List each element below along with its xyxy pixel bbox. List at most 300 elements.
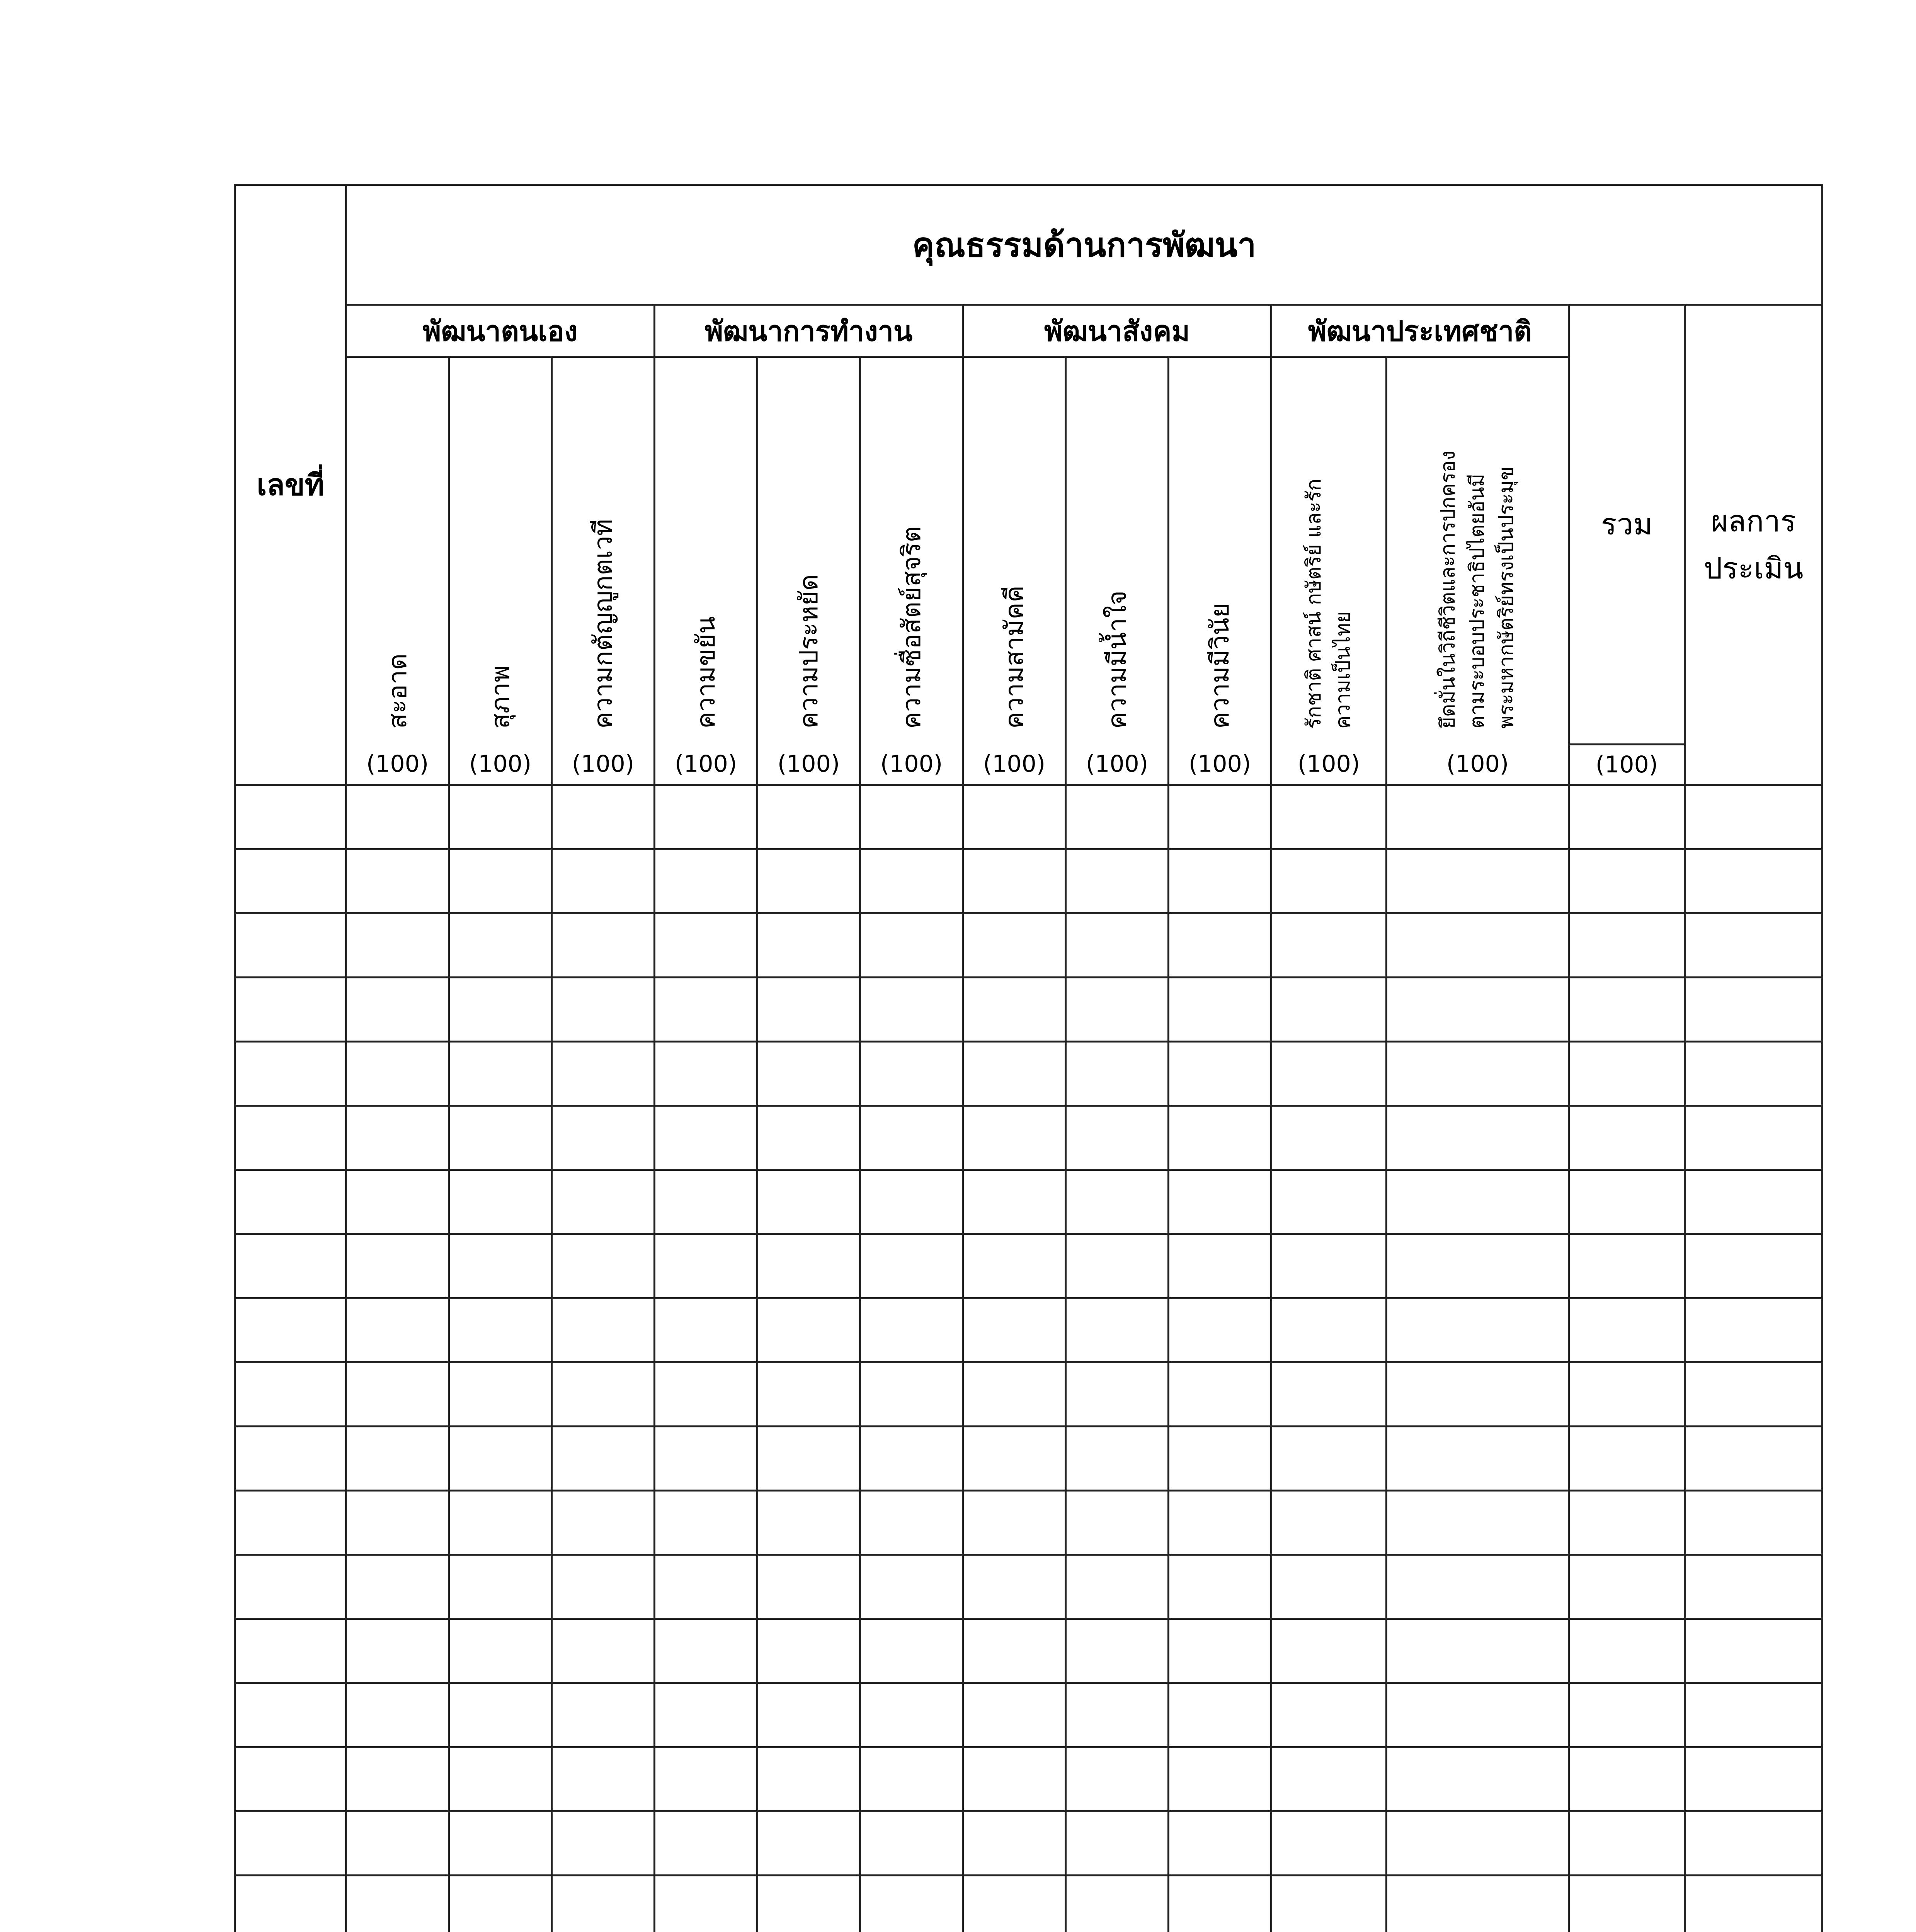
table-cell[interactable]	[1066, 1683, 1169, 1747]
table-cell[interactable]	[1169, 1426, 1271, 1490]
table-cell[interactable]	[655, 1554, 757, 1619]
table-cell[interactable]	[346, 1170, 449, 1234]
table-cell[interactable]	[1271, 1811, 1387, 1875]
table-cell[interactable]	[757, 1170, 860, 1234]
table-cell[interactable]	[1569, 1811, 1685, 1875]
table-cell[interactable]	[1271, 1619, 1387, 1683]
table-cell[interactable]	[1066, 1490, 1169, 1554]
table-cell[interactable]	[860, 1554, 963, 1619]
table-cell[interactable]	[963, 1811, 1066, 1875]
table-cell[interactable]	[346, 1234, 449, 1298]
table-cell[interactable]	[655, 1490, 757, 1554]
table-cell[interactable]	[963, 1619, 1066, 1683]
table-cell[interactable]	[1066, 1170, 1169, 1234]
table-cell[interactable]	[1685, 1170, 1822, 1234]
table-cell[interactable]	[860, 1619, 963, 1683]
max-score: (100)	[1066, 744, 1169, 785]
table-cell[interactable]	[1569, 1490, 1685, 1554]
table-cell[interactable]	[757, 849, 860, 913]
table-cell[interactable]	[655, 849, 757, 913]
table-cell[interactable]	[963, 1683, 1066, 1747]
table-cell[interactable]	[757, 913, 860, 977]
table-cell[interactable]	[449, 1041, 552, 1105]
table-cell[interactable]	[235, 1234, 346, 1298]
table-row	[235, 1170, 1822, 1234]
table-cell[interactable]	[1169, 1747, 1271, 1811]
table-cell[interactable]	[757, 1298, 860, 1362]
table-cell[interactable]	[1387, 785, 1569, 849]
number-header: เลขที่	[235, 185, 346, 785]
table-cell[interactable]	[552, 977, 655, 1041]
table-cell[interactable]	[449, 1811, 552, 1875]
table-cell[interactable]	[235, 1490, 346, 1554]
table-cell[interactable]	[1066, 1426, 1169, 1490]
table-cell[interactable]	[1387, 1554, 1569, 1619]
column-header-discipline: ความมีวินัย	[1169, 357, 1271, 745]
table-row	[235, 1426, 1822, 1490]
table-cell[interactable]	[655, 1362, 757, 1426]
table-cell[interactable]	[552, 1747, 655, 1811]
table-cell[interactable]	[235, 785, 346, 849]
table-cell[interactable]	[1569, 1298, 1685, 1362]
table-cell[interactable]	[449, 977, 552, 1041]
table-cell[interactable]	[1169, 1619, 1271, 1683]
table-cell[interactable]	[449, 1105, 552, 1170]
table-cell[interactable]	[552, 1426, 655, 1490]
table-cell[interactable]	[449, 1619, 552, 1683]
table-cell[interactable]	[449, 1234, 552, 1298]
table-cell[interactable]	[1066, 849, 1169, 913]
column-header-honesty: ความซื่อสัตย์สุจริต	[860, 357, 963, 745]
table-cell[interactable]	[1685, 785, 1822, 849]
table-cell[interactable]	[963, 1747, 1066, 1811]
table-cell[interactable]	[1685, 1362, 1822, 1426]
table-cell[interactable]	[860, 977, 963, 1041]
table-cell[interactable]	[860, 1298, 963, 1362]
group-social-development: พัฒนาสังคม	[963, 305, 1271, 357]
group-self-development: พัฒนาตนเอง	[346, 305, 655, 357]
table-row	[235, 785, 1822, 849]
table-cell[interactable]	[1271, 913, 1387, 977]
table-cell[interactable]	[1387, 1170, 1569, 1234]
table-cell[interactable]	[235, 1426, 346, 1490]
table-cell[interactable]	[963, 785, 1066, 849]
max-score: (100)	[346, 744, 449, 785]
table-cell[interactable]	[655, 1426, 757, 1490]
max-score: (100)	[963, 744, 1066, 785]
max-score: (100)	[860, 744, 963, 785]
table-cell[interactable]	[860, 1747, 963, 1811]
table-cell[interactable]	[1066, 1105, 1169, 1170]
table-cell[interactable]	[1066, 1747, 1169, 1811]
table-cell[interactable]	[346, 1105, 449, 1170]
table-cell[interactable]	[1685, 1490, 1822, 1554]
table-row	[235, 1041, 1822, 1105]
table-cell[interactable]	[757, 1811, 860, 1875]
table-row	[235, 977, 1822, 1041]
table-cell[interactable]	[655, 1683, 757, 1747]
table-cell[interactable]	[655, 1105, 757, 1170]
table-cell[interactable]	[552, 1362, 655, 1426]
table-cell[interactable]	[346, 785, 449, 849]
table-cell[interactable]	[963, 1105, 1066, 1170]
table-row	[235, 1875, 1822, 1932]
max-score: (100)	[1387, 744, 1569, 785]
table-cell[interactable]	[860, 1362, 963, 1426]
table-cell[interactable]	[1271, 1426, 1387, 1490]
table-cell[interactable]	[1169, 1490, 1271, 1554]
table-cell[interactable]	[1387, 1362, 1569, 1426]
table-cell[interactable]	[1387, 1298, 1569, 1362]
table-cell[interactable]	[860, 785, 963, 849]
table-cell[interactable]	[235, 977, 346, 1041]
table-cell[interactable]	[449, 1490, 552, 1554]
total-max-score: (100)	[1569, 744, 1685, 785]
table-row	[235, 1490, 1822, 1554]
table-cell[interactable]	[1387, 1041, 1569, 1105]
column-header-patriotism: รักชาติ ศาสน์ กษัตริย์ และรัก ความเป็นไทย	[1271, 357, 1387, 745]
table-cell[interactable]	[552, 1875, 655, 1932]
table-cell[interactable]	[346, 1362, 449, 1426]
table-cell[interactable]	[860, 1170, 963, 1234]
table-cell[interactable]	[860, 1041, 963, 1105]
max-score: (100)	[552, 744, 655, 785]
table-cell[interactable]	[1169, 1298, 1271, 1362]
table-cell[interactable]	[449, 785, 552, 849]
table-row	[235, 1105, 1822, 1170]
table-cell[interactable]	[1387, 1426, 1569, 1490]
table-cell[interactable]	[655, 1234, 757, 1298]
table-cell[interactable]	[1387, 913, 1569, 977]
table-cell[interactable]	[235, 1747, 346, 1811]
table-cell[interactable]	[1569, 1234, 1685, 1298]
table-cell[interactable]	[1685, 1298, 1822, 1362]
table-cell[interactable]	[552, 1490, 655, 1554]
result-header: ผลการ ประเมิน	[1685, 305, 1822, 785]
table-cell[interactable]	[757, 1619, 860, 1683]
table-cell[interactable]	[346, 1619, 449, 1683]
table-cell[interactable]	[1169, 1170, 1271, 1234]
table-cell[interactable]	[1387, 1234, 1569, 1298]
table-cell[interactable]	[963, 913, 1066, 977]
column-header-thrift: ความประหยัด	[757, 357, 860, 745]
table-cell[interactable]	[449, 1554, 552, 1619]
table-cell[interactable]	[757, 1683, 860, 1747]
table-cell[interactable]	[552, 913, 655, 977]
table-row	[235, 1747, 1822, 1811]
table-cell[interactable]	[860, 1490, 963, 1554]
table-cell[interactable]	[552, 1298, 655, 1362]
table-cell[interactable]	[235, 1875, 346, 1932]
table-cell[interactable]	[235, 1105, 346, 1170]
table-cell[interactable]	[1387, 1875, 1569, 1932]
table-cell[interactable]	[757, 1747, 860, 1811]
table-cell[interactable]	[757, 785, 860, 849]
table-cell[interactable]	[860, 1875, 963, 1932]
table-cell[interactable]	[963, 1426, 1066, 1490]
table-cell[interactable]	[860, 1683, 963, 1747]
table-cell[interactable]	[1169, 1683, 1271, 1747]
table-cell[interactable]	[1569, 1105, 1685, 1170]
table-cell[interactable]	[963, 1554, 1066, 1619]
table-cell[interactable]	[963, 1298, 1066, 1362]
table-cell[interactable]	[346, 1041, 449, 1105]
table-cell[interactable]	[1685, 1619, 1822, 1683]
table-cell[interactable]	[655, 1298, 757, 1362]
table-cell[interactable]	[757, 1490, 860, 1554]
table-cell[interactable]	[1169, 849, 1271, 913]
table-cell[interactable]	[1169, 1041, 1271, 1105]
table-cell[interactable]	[1271, 1041, 1387, 1105]
table-cell[interactable]	[1066, 1234, 1169, 1298]
total-header: รวม	[1569, 305, 1685, 745]
table-cell[interactable]	[1271, 785, 1387, 849]
table-cell[interactable]	[346, 1747, 449, 1811]
table-cell[interactable]	[1569, 977, 1685, 1041]
table-cell[interactable]	[1066, 785, 1169, 849]
table-cell[interactable]	[1569, 1362, 1685, 1426]
table-cell[interactable]	[1066, 1362, 1169, 1426]
table-cell[interactable]	[1387, 1490, 1569, 1554]
table-cell[interactable]	[1569, 1875, 1685, 1932]
table-cell[interactable]	[1169, 1875, 1271, 1932]
table-cell[interactable]	[1169, 977, 1271, 1041]
table-row	[235, 1298, 1822, 1362]
table-cell[interactable]	[1271, 1170, 1387, 1234]
table-cell[interactable]	[655, 1747, 757, 1811]
table-cell[interactable]	[655, 1875, 757, 1932]
table-cell[interactable]	[757, 1426, 860, 1490]
table-cell[interactable]	[963, 1490, 1066, 1554]
table-cell[interactable]	[552, 1105, 655, 1170]
table-cell[interactable]	[1271, 1875, 1387, 1932]
column-header-gratitude: ความกตัญญูกตเวที	[552, 357, 655, 745]
table-cell[interactable]	[1271, 1747, 1387, 1811]
table-cell[interactable]	[1569, 1747, 1685, 1811]
table-cell[interactable]	[1066, 1554, 1169, 1619]
table-cell[interactable]	[963, 849, 1066, 913]
table-cell[interactable]	[860, 1105, 963, 1170]
table-cell[interactable]	[655, 1170, 757, 1234]
table-cell[interactable]	[449, 1747, 552, 1811]
max-score: (100)	[1271, 744, 1387, 785]
table-cell[interactable]	[449, 1298, 552, 1362]
table-cell[interactable]	[235, 1683, 346, 1747]
table-cell[interactable]	[757, 1554, 860, 1619]
table-cell[interactable]	[1569, 1170, 1685, 1234]
table-cell[interactable]	[1169, 913, 1271, 977]
table-cell[interactable]	[1387, 1619, 1569, 1683]
table-cell[interactable]	[1066, 1619, 1169, 1683]
table-cell[interactable]	[1685, 913, 1822, 977]
table-cell[interactable]	[552, 1554, 655, 1619]
table-row	[235, 913, 1822, 977]
table-cell[interactable]	[655, 785, 757, 849]
table-cell[interactable]	[1685, 1554, 1822, 1619]
table-cell[interactable]	[860, 1234, 963, 1298]
table-cell[interactable]	[1569, 1619, 1685, 1683]
table-cell[interactable]	[1569, 1683, 1685, 1747]
table-cell[interactable]	[1387, 1747, 1569, 1811]
table-cell[interactable]	[757, 977, 860, 1041]
table-cell[interactable]	[1271, 1683, 1387, 1747]
table-cell[interactable]	[1685, 1426, 1822, 1490]
table-row	[235, 1554, 1822, 1619]
table-cell[interactable]	[235, 1041, 346, 1105]
data-rows	[235, 785, 1822, 1932]
table-cell[interactable]	[552, 1041, 655, 1105]
table-cell[interactable]	[552, 1234, 655, 1298]
table-cell[interactable]	[449, 913, 552, 977]
group-nation-development: พัฒนาประเทศชาติ	[1271, 305, 1569, 357]
table-cell[interactable]	[1569, 785, 1685, 849]
table-cell[interactable]	[963, 977, 1066, 1041]
table-cell[interactable]	[1271, 977, 1387, 1041]
column-header-clean: สะอาด	[346, 357, 449, 745]
table-cell[interactable]	[1685, 849, 1822, 913]
table-cell[interactable]	[860, 913, 963, 977]
table-cell[interactable]	[1387, 1811, 1569, 1875]
table-cell[interactable]	[655, 1619, 757, 1683]
max-score: (100)	[655, 744, 757, 785]
table-cell[interactable]	[860, 1811, 963, 1875]
table-cell[interactable]	[757, 1362, 860, 1426]
table-cell[interactable]	[346, 1298, 449, 1362]
table-cell[interactable]	[346, 849, 449, 913]
table-cell[interactable]	[235, 1362, 346, 1426]
table-cell[interactable]	[1066, 1811, 1169, 1875]
table-row	[235, 1234, 1822, 1298]
table-cell[interactable]	[346, 913, 449, 977]
table-row	[235, 1619, 1822, 1683]
table-cell[interactable]	[235, 1170, 346, 1234]
table-cell[interactable]	[1569, 913, 1685, 977]
table-cell[interactable]	[449, 1362, 552, 1426]
table-cell[interactable]	[346, 977, 449, 1041]
table-cell[interactable]	[235, 1619, 346, 1683]
table-cell[interactable]	[963, 1875, 1066, 1932]
table-cell[interactable]	[346, 1683, 449, 1747]
max-score: (100)	[449, 744, 552, 785]
table-cell[interactable]	[552, 1619, 655, 1683]
table-cell[interactable]	[1685, 1875, 1822, 1932]
table-cell[interactable]	[1066, 1041, 1169, 1105]
table-cell[interactable]	[449, 1426, 552, 1490]
table-cell[interactable]	[235, 849, 346, 913]
table-cell[interactable]	[655, 1811, 757, 1875]
table-cell[interactable]	[1387, 1105, 1569, 1170]
table-cell[interactable]	[1271, 1234, 1387, 1298]
table-cell[interactable]	[963, 1234, 1066, 1298]
table-cell[interactable]	[449, 1683, 552, 1747]
table-cell[interactable]	[757, 1041, 860, 1105]
table-cell[interactable]	[1387, 977, 1569, 1041]
max-score: (100)	[1169, 744, 1271, 785]
table-cell[interactable]	[552, 785, 655, 849]
table-cell[interactable]	[655, 1041, 757, 1105]
table-cell[interactable]	[1169, 1105, 1271, 1170]
table-cell[interactable]	[1271, 1362, 1387, 1426]
table-cell[interactable]	[1271, 1490, 1387, 1554]
table-row	[235, 1683, 1822, 1747]
table-cell[interactable]	[963, 1170, 1066, 1234]
table-cell[interactable]	[860, 1426, 963, 1490]
table-cell[interactable]	[963, 1041, 1066, 1105]
table-cell[interactable]	[346, 1490, 449, 1554]
table-cell[interactable]	[655, 977, 757, 1041]
table-cell[interactable]	[552, 1683, 655, 1747]
table-cell[interactable]	[552, 849, 655, 913]
column-header-generosity: ความมีน้ำใจ	[1066, 357, 1169, 745]
table-cell[interactable]	[1066, 1298, 1169, 1362]
table-cell[interactable]	[1387, 1683, 1569, 1747]
column-header-polite: สุภาพ	[449, 357, 552, 745]
table-cell[interactable]	[757, 1105, 860, 1170]
table-cell[interactable]	[1169, 1811, 1271, 1875]
table-cell[interactable]	[1569, 849, 1685, 913]
table-cell[interactable]	[1685, 1041, 1822, 1105]
table-cell[interactable]	[346, 1554, 449, 1619]
table-cell[interactable]	[757, 1234, 860, 1298]
table-cell[interactable]	[552, 1811, 655, 1875]
table-cell[interactable]	[1066, 977, 1169, 1041]
table-cell[interactable]	[1387, 849, 1569, 913]
table-cell[interactable]	[1569, 1554, 1685, 1619]
table-cell[interactable]	[449, 1875, 552, 1932]
table-cell[interactable]	[1271, 1554, 1387, 1619]
max-score: (100)	[757, 744, 860, 785]
table-cell[interactable]	[1685, 1683, 1822, 1747]
table-cell[interactable]	[1066, 913, 1169, 977]
table-cell[interactable]	[1066, 1875, 1169, 1932]
table-cell[interactable]	[655, 913, 757, 977]
table-cell[interactable]	[346, 1811, 449, 1875]
table-row	[235, 1362, 1822, 1426]
table-cell[interactable]	[449, 1170, 552, 1234]
table-cell[interactable]	[1169, 1234, 1271, 1298]
table-cell[interactable]	[1169, 785, 1271, 849]
table-cell[interactable]	[1271, 1105, 1387, 1170]
table-cell[interactable]	[235, 1298, 346, 1362]
table-title: คุณธรรมด้านการพัฒนา	[346, 185, 1822, 305]
table-cell[interactable]	[1169, 1554, 1271, 1619]
table-cell[interactable]	[1685, 977, 1822, 1041]
table-cell[interactable]	[235, 1554, 346, 1619]
table-cell[interactable]	[757, 1875, 860, 1932]
group-work-development: พัฒนาการทำงาน	[655, 305, 963, 357]
table-cell[interactable]	[1685, 1747, 1822, 1811]
table-cell[interactable]	[1685, 1105, 1822, 1170]
table-cell[interactable]	[346, 1875, 449, 1932]
table-cell[interactable]	[1169, 1362, 1271, 1426]
table-cell[interactable]	[449, 849, 552, 913]
table-cell[interactable]	[235, 1811, 346, 1875]
column-header-democracy: ยึดมั่นในวิถีชีวิตและการปกครอง ตามระบอบประชาธิปไตยอันมี พระมหากษัตริย์ทรงเป็นประมุข	[1387, 357, 1569, 745]
table-cell[interactable]	[1685, 1234, 1822, 1298]
table-cell[interactable]	[1569, 1041, 1685, 1105]
table-cell[interactable]	[235, 913, 346, 977]
column-header-diligence: ความขยัน	[655, 357, 757, 745]
table-cell[interactable]	[1569, 1426, 1685, 1490]
table-row	[235, 1811, 1822, 1875]
table-cell[interactable]	[1271, 849, 1387, 913]
table-cell[interactable]	[860, 849, 963, 913]
table-cell[interactable]	[963, 1362, 1066, 1426]
table-cell[interactable]	[346, 1426, 449, 1490]
table-cell[interactable]	[1271, 1298, 1387, 1362]
table-cell[interactable]	[1685, 1811, 1822, 1875]
table-cell[interactable]	[552, 1170, 655, 1234]
